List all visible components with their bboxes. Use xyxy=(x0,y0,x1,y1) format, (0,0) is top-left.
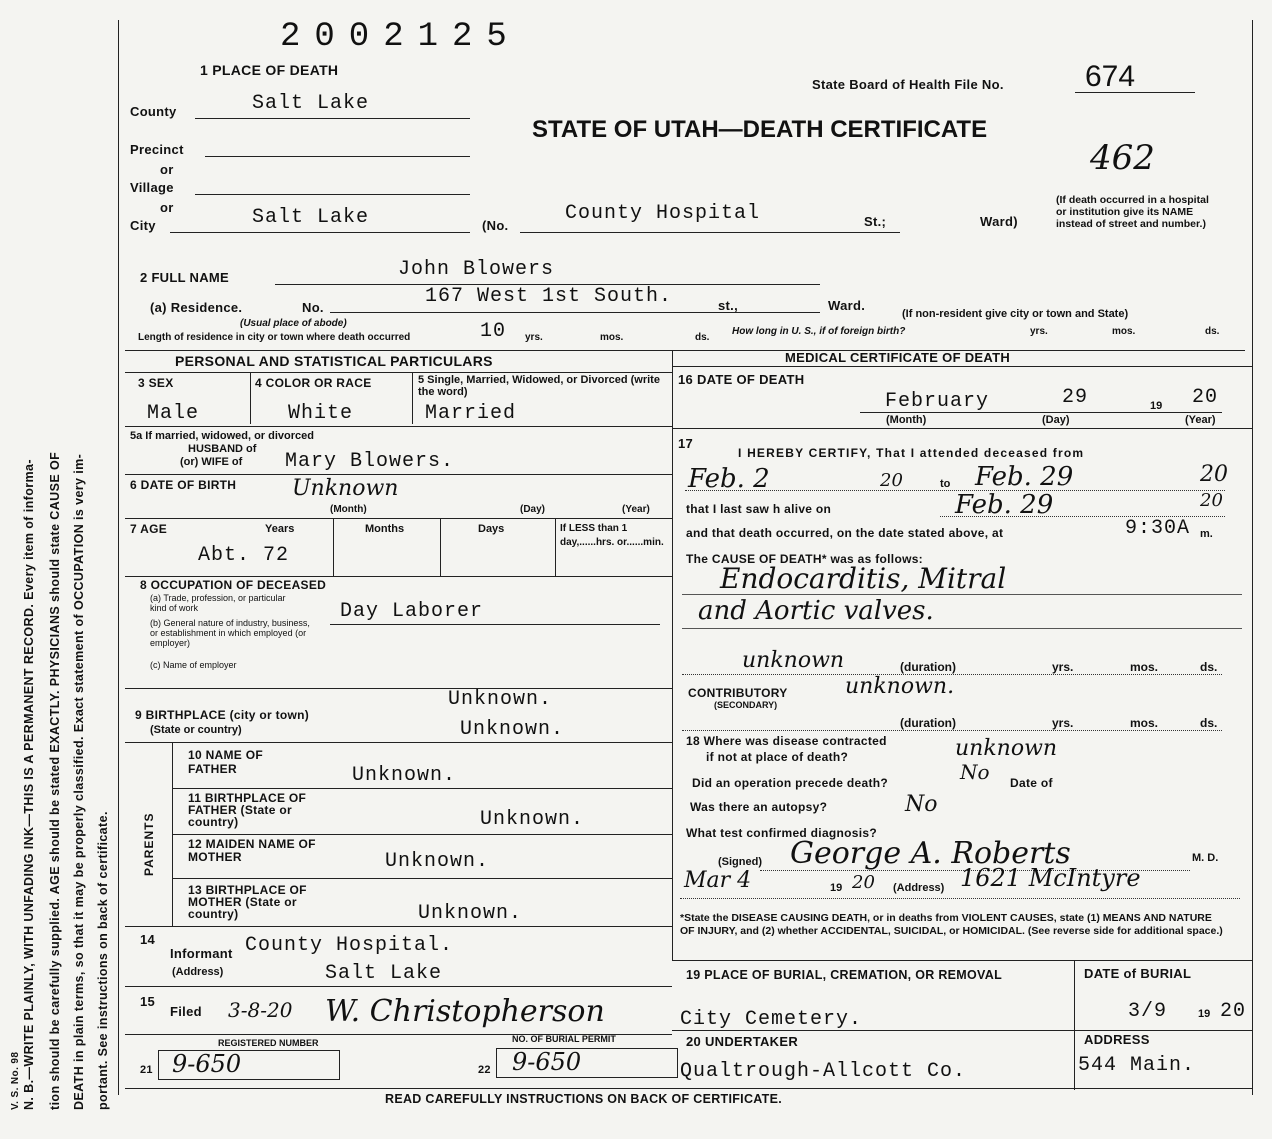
informant-row-bottom xyxy=(125,986,672,987)
medical-bottom-line xyxy=(672,960,1252,961)
cause-footnote: *State the DISEASE CAUSING DEATH, or in deaths from VIOLENT CAUSES, state (1) MEANS AND NATURE OF INJURY, and (2) whether ACCIDENTAL, SUICIDAL, or HOMICIDAL. (See reverse side for additional space.) xyxy=(680,912,1223,937)
cause-line-2-rule xyxy=(682,628,1242,629)
marital-value: Married xyxy=(425,402,517,425)
margin-note-line3: DEATH in plain terms, so that it may be properly classified. Exact statement of OCCUPATION is very im- xyxy=(72,453,86,1110)
contracted-value: unknown xyxy=(955,736,1058,761)
city-line xyxy=(170,232,470,233)
registered-prefix: 21 xyxy=(140,1064,153,1076)
to-year: 20 xyxy=(1200,462,1228,487)
age-years-label: Years xyxy=(265,523,295,535)
stamp-number: 2002125 xyxy=(280,18,521,56)
dod-label: 16 DATE OF DEATH xyxy=(678,372,805,387)
dob-row-bottom xyxy=(125,518,672,519)
medical-heading: MEDICAL CERTIFICATE OF DEATH xyxy=(785,350,1011,365)
duration-mos: mos. xyxy=(1130,660,1159,674)
section-top-line xyxy=(125,350,1245,351)
dod-month-label: (Month) xyxy=(886,414,927,426)
date-of-label: Date of xyxy=(1010,776,1053,790)
footer-instructions: READ CAREFULLY INSTRUCTIONS ON BACK OF CERTIFICATE. xyxy=(385,1092,783,1106)
father-birthplace-label: 11 BIRTHPLACE OF FATHER (State or country) xyxy=(188,791,307,829)
burial-permit-label: NO. OF BURIAL PERMIT xyxy=(512,1034,616,1044)
occupation-value: Day Laborer xyxy=(340,600,484,623)
operation-label: Did an operation precede death? xyxy=(692,776,888,790)
birthplace-state-label: (State or country) xyxy=(150,724,242,736)
sex-value: Male xyxy=(147,402,200,425)
village-line xyxy=(195,194,470,195)
occupation-row-bottom xyxy=(125,688,672,689)
spouse-label-1: 5a If married, widowed, or divorced xyxy=(130,430,314,442)
burial-date-label: DATE of BURIAL xyxy=(1084,966,1192,981)
duration-2-dots xyxy=(682,730,1222,731)
dod-line xyxy=(860,412,1222,413)
village-label: Village xyxy=(130,180,174,195)
time-label: and that death occurred, on the date stated above, at xyxy=(686,526,1004,540)
undertaker-label: 20 UNDERTAKER xyxy=(686,1034,799,1049)
length-ds: ds. xyxy=(695,332,710,343)
time-value: 9:30A xyxy=(1125,517,1191,540)
filed-no: 15 xyxy=(140,994,156,1009)
medical-heading-line xyxy=(672,366,1252,367)
margin-note-line4: portant. See instructions on back of certificate. xyxy=(96,811,110,1110)
file-no-line xyxy=(1075,92,1195,93)
spouse-label-2: HUSBAND of xyxy=(188,443,257,455)
duration-2-mos: mos. xyxy=(1130,716,1159,730)
color-label: 4 COLOR OR RACE xyxy=(255,376,372,390)
form-left-border xyxy=(118,20,119,1095)
county-label: County xyxy=(130,104,177,119)
marital-label: 5 Single, Married, Widowed, or Divorced (write the word) xyxy=(418,374,660,398)
occupation-a-label: (a) Trade, profession, or particular kind of work xyxy=(150,593,286,613)
dod-year: 20 xyxy=(1192,386,1219,409)
sex-divider xyxy=(250,372,251,424)
age-div-2 xyxy=(440,518,441,576)
margin-note-line2: tion should be carefully supplied. AGE should be stated EXACTLY. PHYSICIANS should state CAUSE OF xyxy=(48,451,62,1110)
parents-label: PARENTS xyxy=(142,812,156,876)
father-label: 10 NAME OF FATHER xyxy=(188,748,264,776)
md-label: M. D. xyxy=(1192,852,1219,864)
residence-no-label: No. xyxy=(302,300,324,315)
cause-line-1: Endocarditis, Mitral xyxy=(720,562,1007,595)
occupation-b-label: (b) General nature of industry, business, or establishment in which employed (or employer) xyxy=(150,618,310,648)
birthplace-label: 9 BIRTHPLACE (city or town) xyxy=(135,708,310,722)
full-name-value: John Blowers xyxy=(398,258,555,281)
residence-value: 167 West 1st South. xyxy=(425,285,673,308)
test-label: What test confirmed diagnosis? xyxy=(686,826,878,840)
street-line xyxy=(520,232,900,233)
file-no-label: State Board of Health File No. xyxy=(812,77,1004,92)
personal-heading: PERSONAL AND STATISTICAL PARTICULARS xyxy=(175,353,493,369)
dob-day-label: (Day) xyxy=(520,504,546,515)
age-div-3 xyxy=(555,518,556,576)
age-row-bottom xyxy=(125,576,672,577)
from-year: 20 xyxy=(880,470,903,491)
burial-place-label: 19 PLACE OF BURIAL, CREMATION, OR REMOVAL xyxy=(686,968,1003,982)
burial-year-prefix: 19 xyxy=(1198,1008,1211,1020)
place-of-death-heading: 1 PLACE OF DEATH xyxy=(200,62,339,78)
age-value: Abt. 72 xyxy=(198,544,290,567)
physician-signature: George A. Roberts xyxy=(790,836,1071,871)
permit-value: 9-650 xyxy=(512,1048,582,1076)
mother-label: 12 MAIDEN NAME OF MOTHER xyxy=(188,837,316,864)
us-ds: ds. xyxy=(1205,326,1220,337)
signature-address: 1621 McIntyre xyxy=(960,864,1141,892)
street-no-label: (No. xyxy=(482,218,509,233)
dob-year-label: (Year) xyxy=(622,504,650,515)
certify-text: I HEREBY CERTIFY, That I attended deceased from xyxy=(738,446,1085,460)
father-birthplace-value: Unknown. xyxy=(480,808,585,831)
hospital-note: (If death occurred in a hospital or institution give its NAME instead of street and number.) xyxy=(1056,194,1209,230)
residence-line xyxy=(330,312,820,313)
file-no: 674 xyxy=(1085,60,1136,93)
from-date: Feb. 2 xyxy=(688,464,770,494)
spouse-value: Mary Blowers. xyxy=(285,450,455,473)
dob-month-label: (Month) xyxy=(330,504,367,515)
length-yrs: yrs. xyxy=(525,332,543,343)
age-days-label: Days xyxy=(478,523,505,535)
street-value: County Hospital xyxy=(565,202,761,225)
burial-date-value: 3/9 xyxy=(1128,1000,1168,1023)
burial-row-bottom xyxy=(672,1030,1252,1031)
dod-year-label: (Year) xyxy=(1185,414,1216,426)
residence-ward-label: Ward. xyxy=(828,298,866,313)
undertaker-value: Qualtrough-Allcott Co. xyxy=(680,1060,967,1083)
last-saw-year: 20 xyxy=(1200,490,1223,511)
to-date: Feb. 29 xyxy=(975,462,1074,492)
age-div-1 xyxy=(333,518,334,576)
us-mos: mos. xyxy=(1112,326,1136,337)
sex-label: 3 SEX xyxy=(138,376,174,390)
duration-2-ds: ds. xyxy=(1200,716,1218,730)
signature-year-prefix: 19 xyxy=(830,882,843,894)
form-bottom-line xyxy=(125,1088,1252,1089)
operation-value: No xyxy=(960,760,990,784)
mother-bp-row-bottom xyxy=(125,926,672,927)
occupation-line xyxy=(330,624,660,625)
spouse-label-3: (or) WIFE of xyxy=(180,456,243,468)
mother-value: Unknown. xyxy=(385,850,490,873)
length-mos: mos. xyxy=(600,332,624,343)
burial-year-value: 20 xyxy=(1220,1000,1247,1023)
signature-year: 20 xyxy=(852,872,875,893)
signed-label: (Signed) xyxy=(718,856,762,868)
residence-label: (a) Residence. xyxy=(150,300,243,315)
contributory-label: CONTRIBUTORY xyxy=(688,686,788,700)
form-number: V. S. No. 98 xyxy=(10,1051,21,1110)
city-label: City xyxy=(130,218,156,233)
cause-line-2: and Aortic valves. xyxy=(698,596,934,626)
form-title: STATE OF UTAH—DEATH CERTIFICATE xyxy=(532,116,988,143)
filed-date: 3-8-20 xyxy=(228,998,293,1022)
ward-label: Ward) xyxy=(980,214,1018,229)
last-saw-date: Feb. 29 xyxy=(955,490,1054,520)
contracted-label: 18 Where was disease contracted xyxy=(686,734,887,748)
father-bp-row-bottom xyxy=(172,834,672,835)
birthplace-city-value: Unknown. xyxy=(448,688,553,711)
sex-row-bottom xyxy=(125,426,672,427)
mother-row-bottom xyxy=(172,878,672,879)
abode-note: (Usual place of abode) xyxy=(240,318,347,329)
duration-value: unknown xyxy=(742,648,845,673)
length-value: 10 xyxy=(480,320,507,343)
cause-label: The CAUSE OF DEATH* was as follows: xyxy=(686,552,923,566)
burial-address-label: ADDRESS xyxy=(1084,1032,1150,1047)
time-m: m. xyxy=(1200,528,1213,540)
registrar-signature: W. Christopherson xyxy=(325,994,605,1029)
to-label: to xyxy=(940,478,951,490)
birthplace-state-value: Unknown. xyxy=(460,718,565,741)
county-value: Salt Lake xyxy=(252,92,370,115)
personal-heading-line xyxy=(125,372,672,373)
street-st-label: St.; xyxy=(864,214,887,229)
signature-address-label: (Address) xyxy=(893,882,945,894)
duration-yrs: yrs. xyxy=(1052,660,1074,674)
color-value: White xyxy=(288,402,354,425)
birthplace-row-bottom xyxy=(125,742,672,743)
or-1: or xyxy=(160,162,174,177)
duration-ds: ds. xyxy=(1200,660,1218,674)
duration-2-label: (duration) xyxy=(900,716,956,730)
duration-label: (duration) xyxy=(900,660,956,674)
spouse-row-bottom xyxy=(125,474,672,475)
us-yrs: yrs. xyxy=(1030,326,1048,337)
nonresident-note: (If non-resident give city or town and State) xyxy=(902,308,1129,320)
dod-row-bottom xyxy=(672,428,1252,429)
precinct-label: Precinct xyxy=(130,142,184,157)
father-row-bottom xyxy=(172,788,672,789)
permit-prefix: 22 xyxy=(478,1064,491,1076)
autopsy-value: No xyxy=(905,792,938,817)
certify-no: 17 xyxy=(678,436,694,451)
center-divider xyxy=(672,350,673,960)
informant-address-value: Salt Lake xyxy=(325,962,443,985)
occupation-c-label: (c) Name of employer xyxy=(150,660,237,670)
informant-address-label: (Address) xyxy=(172,966,224,978)
age-less-label: If LESS than 1 day,......hrs. or......min. xyxy=(560,523,664,548)
informant-value: County Hospital. xyxy=(245,934,454,957)
residence-st-label: st., xyxy=(718,298,738,313)
precinct-line xyxy=(205,156,470,157)
full-name-label: 2 FULL NAME xyxy=(140,270,230,285)
secondary-label: (SECONDARY) xyxy=(714,700,778,710)
dob-label: 6 DATE OF BIRTH xyxy=(130,478,237,492)
autopsy-label: Was there an autopsy? xyxy=(690,800,828,814)
filed-label: Filed xyxy=(170,1004,202,1019)
dod-day-label: (Day) xyxy=(1042,414,1070,426)
address-line xyxy=(680,898,1240,899)
registered-value: 9-650 xyxy=(172,1050,242,1078)
length-label: Length of residence in city or town where death occurred xyxy=(138,332,411,343)
informant-no: 14 xyxy=(140,932,156,947)
form-right-border xyxy=(1252,20,1253,1095)
last-saw-label: that I last saw h alive on xyxy=(686,502,832,516)
duration-2-yrs: yrs. xyxy=(1052,716,1074,730)
contributory-value: unknown. xyxy=(845,674,955,699)
county-line xyxy=(195,118,470,119)
mother-birthplace-value: Unknown. xyxy=(418,902,523,925)
age-label: 7 AGE xyxy=(130,522,168,536)
or-2: or xyxy=(160,200,174,215)
color-divider xyxy=(412,372,413,424)
burial-address-value: 544 Main. xyxy=(1078,1054,1196,1077)
dob-value: Unknown xyxy=(292,476,399,501)
cause-line-1-rule xyxy=(682,594,1242,595)
us-label: How long in U. S., if of foreign birth? xyxy=(732,326,906,337)
mother-birthplace-label: 13 BIRTHPLACE OF MOTHER (State or country) xyxy=(188,883,307,921)
handwritten-number: 462 xyxy=(1090,138,1155,178)
dod-month: February xyxy=(885,390,990,413)
dod-day: 29 xyxy=(1062,386,1089,409)
margin-note-line1: N. B.—WRITE PLAINLY, WITH UNFADING INK—THIS IS A PERMANENT RECORD. Every item of informa- xyxy=(22,459,36,1110)
dod-year-prefix: 19 xyxy=(1150,400,1163,412)
city-value: Salt Lake xyxy=(252,206,370,229)
burial-divider xyxy=(1074,960,1075,1090)
informant-label: Informant xyxy=(170,946,233,961)
signature-date: Mar 4 xyxy=(684,868,752,893)
contracted-label-2: if not at place of death? xyxy=(706,750,849,764)
father-value: Unknown. xyxy=(352,764,457,787)
burial-place-value: City Cemetery. xyxy=(680,1008,863,1031)
age-months-label: Months xyxy=(365,523,405,535)
occupation-label: 8 OCCUPATION OF DECEASED xyxy=(140,578,327,592)
registered-number-label: REGISTERED NUMBER xyxy=(218,1038,319,1048)
